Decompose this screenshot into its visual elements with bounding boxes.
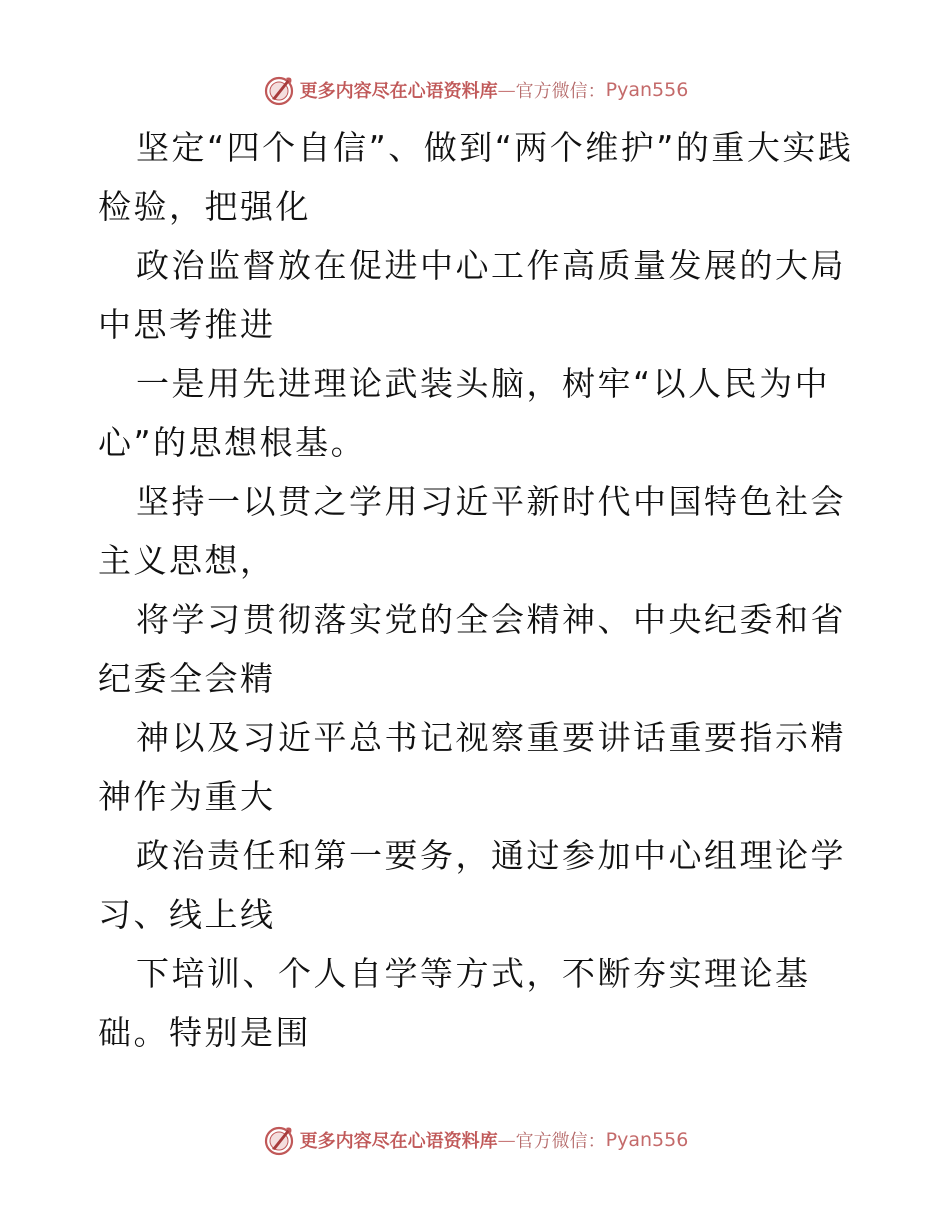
banner-separator: —: [497, 1129, 516, 1151]
banner-account: 官方微信：: [515, 1131, 606, 1152]
quill-pen-logo-icon: [262, 73, 296, 107]
footer-banner: [0, 1122, 950, 1158]
banner-prefix: 更多内容尽在心语资料库: [299, 81, 498, 102]
banner-wechat-id: Pyan556: [605, 1129, 689, 1151]
banner-account: 官方微信：: [515, 81, 606, 102]
paragraph: 将学习贯彻落实党的全会精神、中央纪委和省纪委全会精: [98, 600, 846, 698]
paragraph: 坚持一以贯之学用习近平新时代中国特色社会主义思想，: [98, 482, 846, 580]
paragraph: 政治监督放在促进中心工作高质量发展的大局中思考推进: [98, 246, 846, 344]
paragraph: 下培训、个人自学等方式，不断夯实理论基础。特别是围: [98, 954, 811, 1052]
banner-separator: —: [497, 79, 516, 101]
banner-wechat-id: Pyan556: [605, 79, 689, 101]
header-banner: [0, 72, 950, 108]
paragraph: 坚定“四个自信”、做到“两个维护”的重大实践检验，把强化: [98, 128, 854, 226]
paragraph: 一是用先进理论武装头脑，树牢“以人民为中心”的思想根基。: [98, 364, 831, 462]
quill-pen-logo-icon: [262, 1123, 296, 1157]
banner-prefix: 更多内容尽在心语资料库: [299, 1131, 498, 1152]
document-body: [98, 118, 858, 1062]
paragraph: 政治责任和第一要务，通过参加中心组理论学习、线上线: [98, 836, 846, 934]
paragraph: 神以及习近平总书记视察重要讲话重要指示精神作为重大: [98, 718, 846, 816]
